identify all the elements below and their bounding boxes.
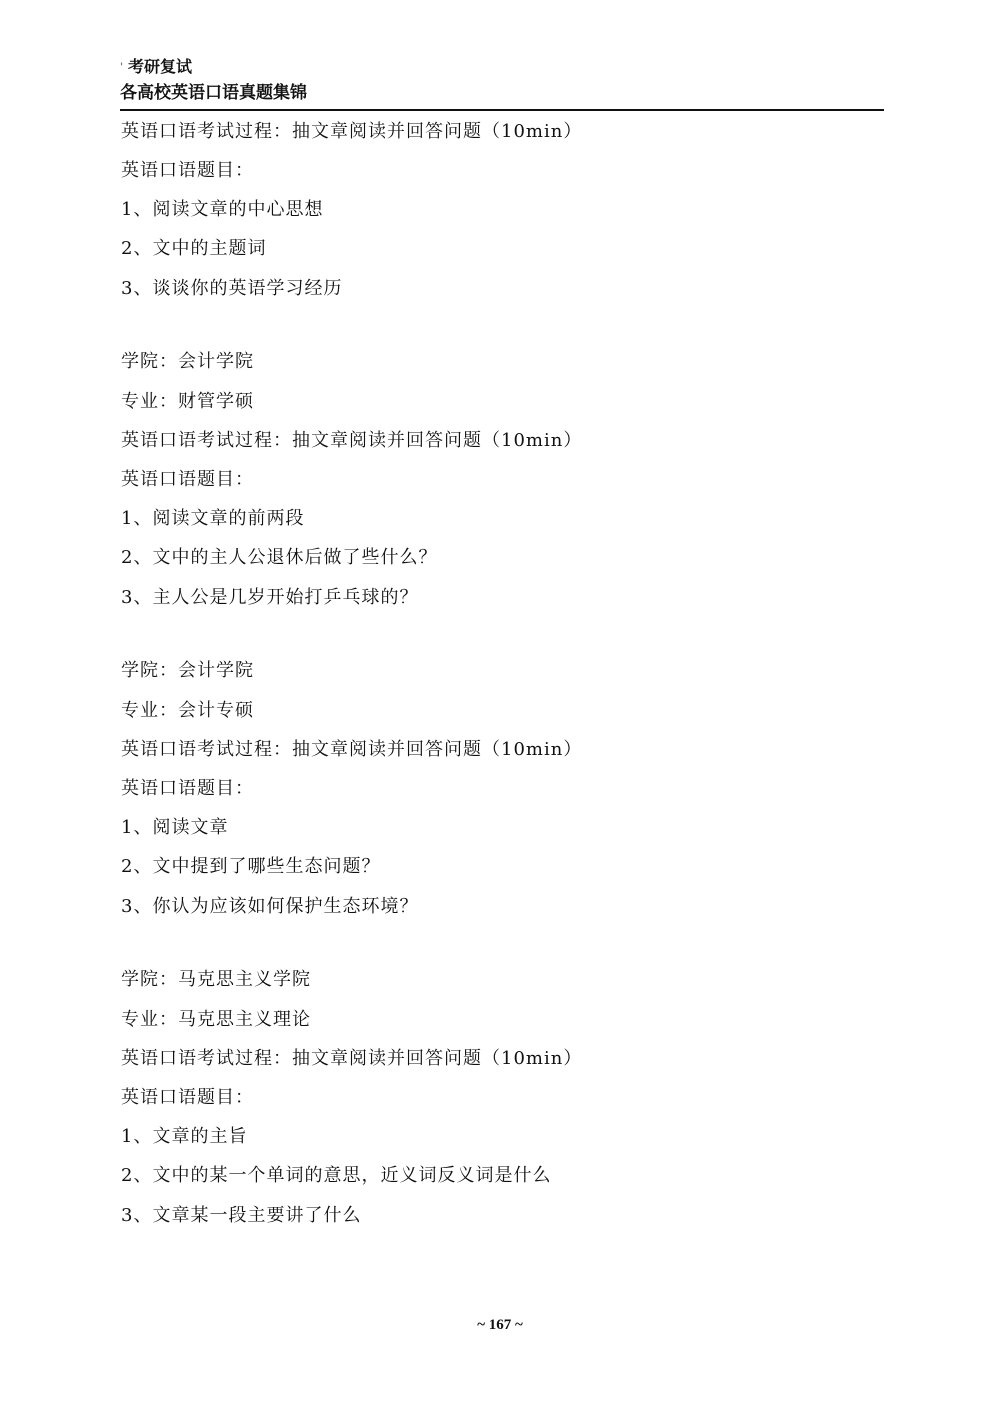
- text-line: 3、谈谈你的英语学习经历: [121, 278, 343, 299]
- text-line: 学院：会计学院: [121, 660, 254, 681]
- header-title: 考研复试: [128, 57, 193, 76]
- text-line: 专业：会计专硕: [121, 700, 254, 721]
- text-line: 1、阅读文章的中心思想: [121, 199, 324, 220]
- header-mark: ': [120, 61, 124, 73]
- text-line: 英语口语题目：: [121, 469, 254, 490]
- text-line: 1、阅读文章: [121, 817, 229, 838]
- text-line: 英语口语考试过程：抽文章阅读并回答问题（10min）: [121, 1048, 583, 1069]
- text-line: 英语口语题目：: [121, 1087, 254, 1108]
- text-line: 学院：马克思主义学院: [121, 969, 311, 990]
- text-line: 2、文中提到了哪些生态问题？: [121, 856, 381, 877]
- text-line: 3、你认为应该如何保护生态环境？: [121, 896, 419, 917]
- text-line: 学院：会计学院: [121, 351, 254, 372]
- text-line: 2、文中的主人公退休后做了些什么？: [121, 547, 438, 568]
- text-line: 3、主人公是几岁开始打乒乓球的？: [121, 587, 419, 608]
- text-line: 英语口语题目：: [121, 778, 254, 799]
- text-line: 英语口语题目：: [121, 160, 254, 181]
- text-line: 英语口语考试过程：抽文章阅读并回答问题（10min）: [121, 121, 583, 142]
- text-line: 3、文章某一段主要讲了什么: [121, 1205, 362, 1226]
- page-number: ~ 167 ~: [477, 1317, 523, 1333]
- header-subtitle: 各高校英语口语真题集锦: [120, 82, 307, 103]
- text-line: 专业：马克思主义理论: [121, 1009, 311, 1030]
- text-line: 英语口语考试过程：抽文章阅读并回答问题（10min）: [121, 430, 583, 451]
- text-line: 1、文章的主旨: [121, 1126, 248, 1147]
- text-line: 专业：财管学硕: [121, 391, 254, 412]
- text-line: 2、文中的某一个单词的意思，近义词反义词是什么: [121, 1165, 552, 1186]
- header-title-row: [120, 56, 884, 79]
- header-rule: [120, 109, 884, 111]
- text-line: 1、阅读文章的前两段: [121, 508, 305, 529]
- text-line: 英语口语考试过程：抽文章阅读并回答问题（10min）: [121, 739, 583, 760]
- page-header: [120, 56, 884, 111]
- text-line: 2、文中的主题词: [121, 238, 267, 259]
